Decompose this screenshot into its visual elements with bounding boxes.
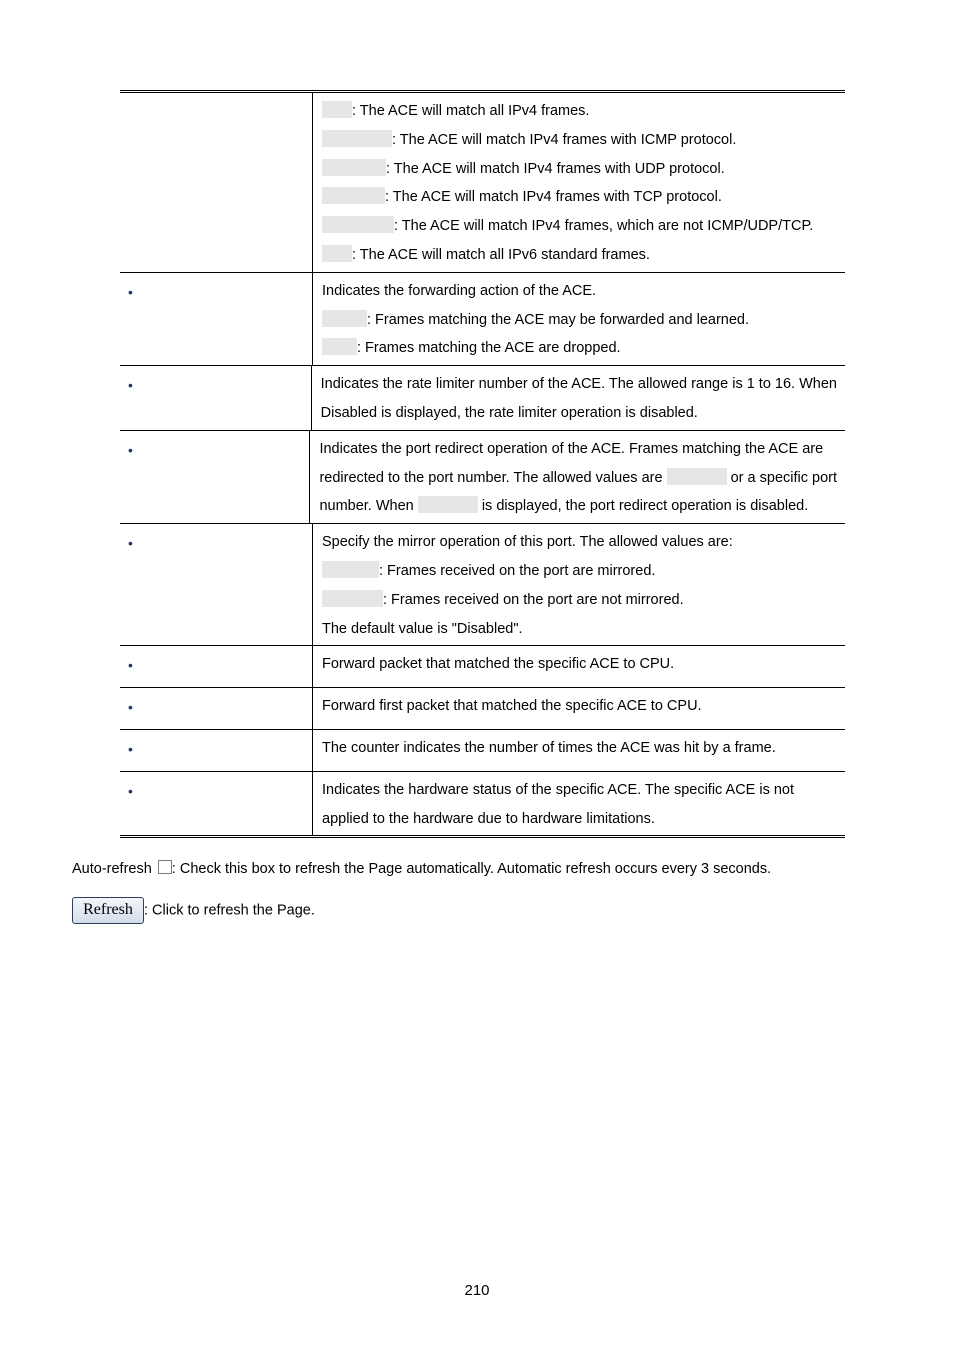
parameter-name-cell bbox=[120, 431, 310, 523]
auto-refresh-label: Auto-refresh bbox=[72, 861, 152, 877]
table-row bbox=[120, 272, 845, 365]
table-row bbox=[120, 645, 845, 687]
parameter-table bbox=[120, 90, 845, 838]
parameter-name-cell bbox=[120, 772, 313, 836]
parameter-description-cell: The counter indicates the number of times the ACE was hit by a frame. bbox=[322, 739, 776, 756]
parameter-description-cell: Indicates the rate limiter number of the ACE. The allowed range is 1 to 16. When Disabled is displayed, the rate limiter operation is disabled. bbox=[320, 376, 837, 421]
auto-refresh-description bbox=[72, 860, 771, 877]
bullet-icon: • bbox=[128, 740, 133, 757]
bullet-icon: • bbox=[128, 377, 133, 394]
bullet-icon: • bbox=[128, 441, 133, 458]
bullet-icon: • bbox=[128, 535, 133, 552]
parameter-description-cell: Specify the mirror operation of this port. The allowed values are: : Frames received on the port are mirrored. : Frames received on the port are not mirrored. The default value is "Disabled". bbox=[322, 534, 733, 637]
auto-refresh-checkbox[interactable] bbox=[158, 860, 172, 874]
parameter-name-cell bbox=[120, 366, 312, 430]
parameter-name-cell bbox=[120, 730, 313, 771]
page-number: 210 bbox=[464, 1282, 490, 1299]
value-name-placeholder bbox=[322, 338, 357, 355]
auto-refresh-text: : Check this box to refresh the Page automatically. Automatic refresh occurs every 3 seconds. bbox=[171, 861, 772, 877]
table-row bbox=[120, 365, 845, 430]
parameter-description-cell: Forward packet that matched the specific ACE to CPU. bbox=[322, 656, 675, 673]
value-name-placeholder bbox=[322, 187, 385, 204]
parameter-description-cell: Forward first packet that matched the specific ACE to CPU. bbox=[322, 698, 702, 715]
refresh-button[interactable]: Refresh bbox=[72, 897, 144, 924]
value-name-placeholder bbox=[322, 101, 352, 118]
value-name-placeholder bbox=[667, 468, 727, 485]
table-row bbox=[120, 771, 845, 836]
parameter-name-cell bbox=[120, 273, 313, 365]
table-row bbox=[120, 687, 845, 729]
parameter-description-cell: Indicates the port redirect operation of the ACE. Frames matching the ACE are redirected to the port number. The allowed values are or a specific port number. When is displayed, the port redirect operation is disabled. bbox=[319, 440, 837, 515]
refresh-description bbox=[72, 897, 315, 924]
table-row bbox=[120, 430, 845, 523]
parameter-name-cell bbox=[120, 524, 313, 645]
value-name-placeholder bbox=[322, 310, 367, 327]
parameter-name-cell bbox=[120, 688, 313, 729]
value-name-placeholder bbox=[322, 561, 379, 578]
table-row bbox=[120, 523, 845, 645]
value-name-placeholder bbox=[322, 590, 383, 607]
refresh-text: : Click to refresh the Page. bbox=[144, 902, 315, 919]
parameter-name-cell bbox=[120, 93, 313, 272]
table-row bbox=[120, 93, 845, 272]
value-name-placeholder bbox=[322, 130, 392, 147]
parameter-description-cell: Indicates the forwarding action of the ACE. : Frames matching the ACE may be forwarded and learned. : Frames matching the ACE are dropped. bbox=[322, 282, 750, 357]
value-name-placeholder bbox=[322, 159, 386, 176]
parameter-description-cell: : The ACE will match all IPv4 frames. : The ACE will match IPv4 frames with ICMP protocol. : The ACE will match IPv4 frames with UDP protocol. : The ACE will match IPv4 frames with TCP protocol. : The ACE will match IPv4 frames, which are not ICMP/UDP/TCP. : The ACE will match all IPv6 standard frames. bbox=[313, 93, 845, 272]
value-name-placeholder bbox=[322, 216, 394, 233]
bullet-icon: • bbox=[128, 699, 133, 716]
bullet-icon: • bbox=[128, 782, 133, 799]
bullet-icon: • bbox=[128, 283, 133, 300]
parameter-description-cell: Indicates the hardware status of the specific ACE. The specific ACE is not applied to the hardware due to hardware limitations. bbox=[322, 781, 795, 827]
value-name-placeholder bbox=[418, 496, 478, 513]
parameter-name-cell bbox=[120, 646, 313, 687]
table-row bbox=[120, 729, 845, 771]
value-name-placeholder bbox=[322, 245, 352, 262]
bullet-icon: • bbox=[128, 657, 133, 674]
